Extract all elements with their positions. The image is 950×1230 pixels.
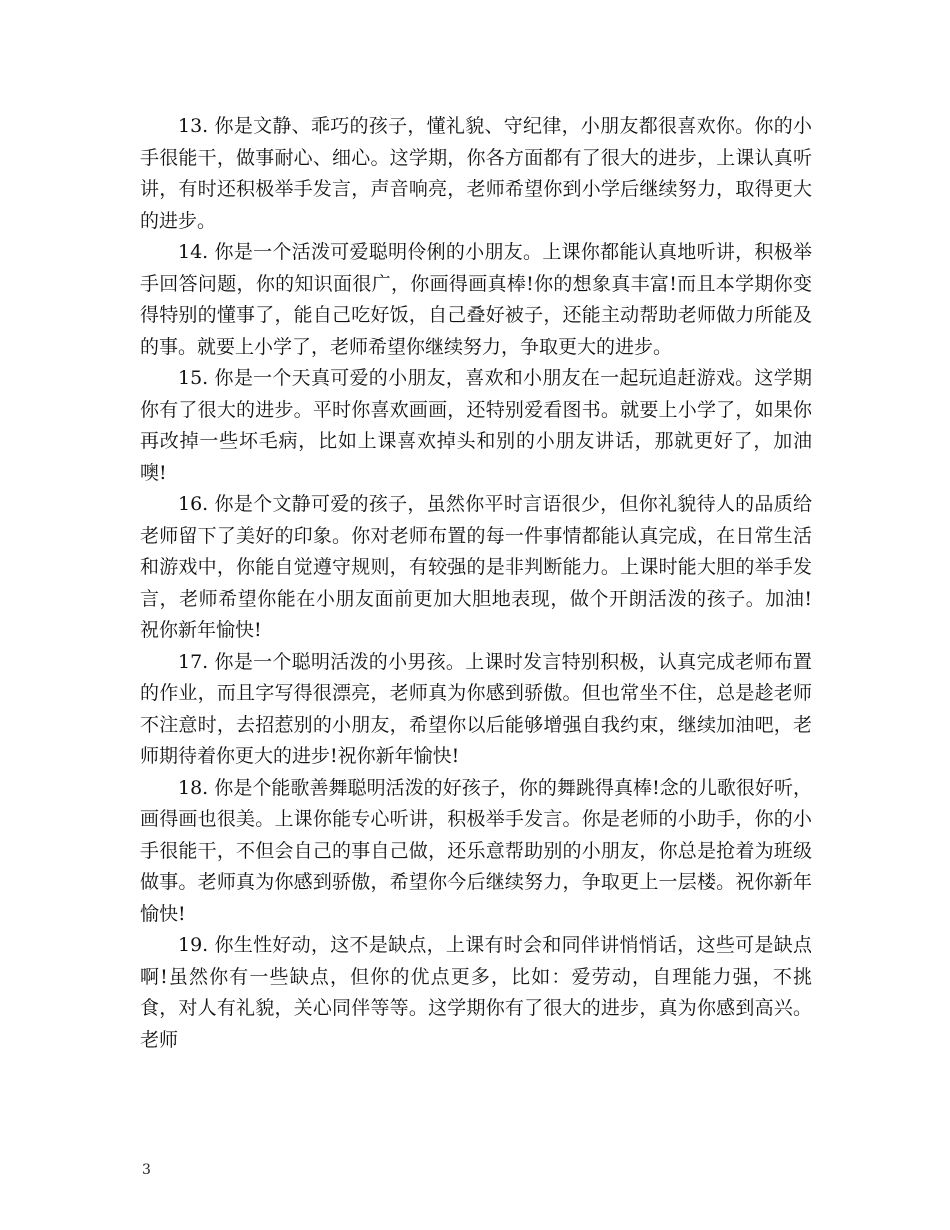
comment-paragraph-15: 15. 你是一个天真可爱的小朋友，喜欢和小朋友在一起玩追赶游戏。这学期你有了很大的进步。平时你喜欢画画，还特别爱看图书。就要上小学了，如果你再改掉一些坏毛病，比如上课喜欢掉头和别的小朋友讲话，那就更好了，加油噢! xyxy=(140,367,812,484)
comment-paragraph-14: 14. 你是一个活泼可爱聪明伶俐的小朋友。上课你都能认真地听讲，积极举手回答问题，你的知识面很广，你画得画真棒!你的想象真丰富!而且本学期你变得特别的懂事了，能自己吃好饭，自己叠好被子，还能主动帮助老师做力所能及的事。就要上小学了，老师希望你继续努力，争取更大的进步。 xyxy=(140,241,812,358)
document-body xyxy=(140,111,812,1056)
comment-paragraph-16: 16. 你是个文静可爱的孩子，虽然你平时言语很少，但你礼貌待人的品质给老师留下了美好的印象。你对老师布置的每一件事情都能认真完成，在日常生活和游戏中，你能自觉遵守规则，有较强的是非判断能力。上课时能大胆的举手发言，老师希望你能在小朋友面前更加大胆地表现，做个开朗活泼的孩子。加油!祝你新年愉快! xyxy=(140,493,812,641)
comment-paragraph-18: 18. 你是个能歌善舞聪明活泼的好孩子，你的舞跳得真棒!念的儿歌很好听，画得画也很美。上课你能专心听讲，积极举手发言。你是老师的小助手，你的小手很能干，不但会自己的事自己做，还乐意帮助别的小朋友，你总是抢着为班级做事。老师真为你感到骄傲，希望你今后继续努力，争取更上一层楼。祝你新年愉快! xyxy=(140,776,812,925)
page-number: 3 xyxy=(142,1162,151,1178)
comment-paragraph-17: 17. 你是一个聪明活泼的小男孩。上课时发言特别积极，认真完成老师布置的作业，而且字写得很漂亮，老师真为你感到骄傲。但也常坐不住，总是趁老师不注意时，去招惹别的小朋友，希望你以后能够增强自我约束，继续加油吧，老师期待着你更大的进步!祝你新年愉快! xyxy=(140,650,812,767)
comment-paragraph-19: 19. 你生性好动，这不是缺点，上课有时会和同伴讲悄悄话，这些可是缺点啊!虽然你有一些缺点，但你的优点更多，比如：爱劳动，自理能力强，不挑食，对人有礼貌，关心同伴等等。这学期你有了很大的进步，真为你感到高兴。老师 xyxy=(140,934,812,1051)
comment-paragraph-13: 13. 你是文静、乖巧的孩子，懂礼貌、守纪律，小朋友都很喜欢你。你的小手很能干，做事耐心、细心。这学期，你各方面都有了很大的进步，上课认真听讲，有时还积极举手发言，声音响亮，老师希望你到小学后继续努力，取得更大的进步。 xyxy=(140,115,812,232)
